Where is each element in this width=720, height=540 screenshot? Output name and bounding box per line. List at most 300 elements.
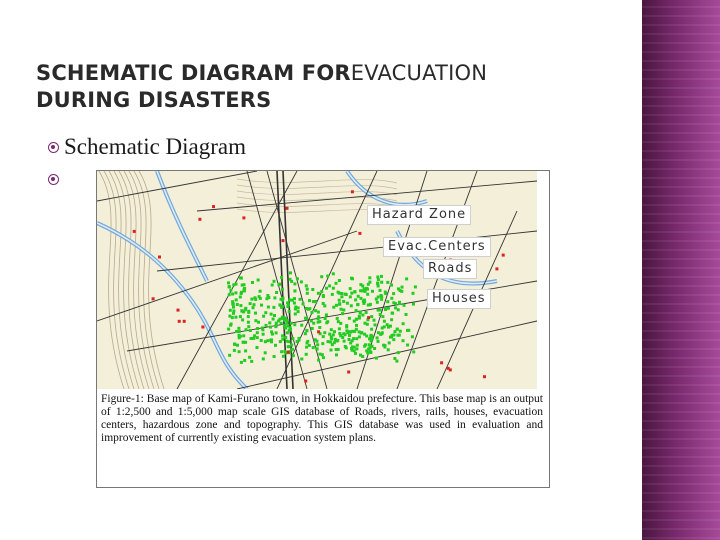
house-marker <box>269 326 272 329</box>
house-marker <box>273 296 276 299</box>
house-marker <box>249 302 252 305</box>
house-marker <box>345 346 348 349</box>
house-marker <box>373 347 376 350</box>
house-marker <box>304 332 307 335</box>
band-stripe <box>642 105 720 107</box>
band-stripe <box>642 186 720 188</box>
band-stripe <box>642 501 720 503</box>
house-marker <box>405 313 408 316</box>
evac-center-marker <box>198 218 201 221</box>
house-marker <box>361 314 364 317</box>
house-marker <box>339 322 342 325</box>
house-marker <box>335 282 338 285</box>
house-marker <box>370 328 373 331</box>
house-marker <box>264 351 267 354</box>
band-stripe <box>642 375 720 377</box>
house-marker <box>336 340 339 343</box>
house-marker <box>402 322 405 325</box>
house-marker <box>346 302 349 305</box>
house-marker <box>266 339 269 342</box>
band-stripe <box>642 492 720 494</box>
house-marker <box>291 337 294 340</box>
house-marker <box>394 330 397 333</box>
house-marker <box>287 303 290 306</box>
house-marker <box>300 358 303 361</box>
house-marker <box>354 352 357 355</box>
evac-center-marker <box>177 309 180 312</box>
house-marker <box>342 332 345 335</box>
band-stripe <box>642 357 720 359</box>
band-stripe <box>642 114 720 116</box>
house-marker <box>272 318 275 321</box>
house-marker <box>349 331 352 334</box>
house-marker <box>355 309 358 312</box>
house-marker <box>294 308 297 311</box>
house-marker <box>361 355 364 358</box>
house-marker <box>293 302 296 305</box>
house-marker <box>235 283 238 286</box>
house-marker <box>393 357 396 360</box>
house-marker <box>340 295 343 298</box>
house-marker <box>248 356 251 359</box>
house-marker <box>330 349 333 352</box>
house-marker <box>356 344 359 347</box>
house-marker <box>233 349 236 352</box>
house-marker <box>270 330 273 333</box>
house-marker <box>335 353 338 356</box>
house-marker <box>237 327 240 330</box>
bullet-text-1: Schematic Diagram <box>64 134 247 159</box>
house-marker <box>254 319 257 322</box>
house-marker <box>406 344 409 347</box>
house-marker <box>304 317 307 320</box>
band-stripe <box>642 132 720 134</box>
band-stripe <box>642 222 720 224</box>
house-marker <box>388 341 391 344</box>
house-marker <box>328 284 331 287</box>
house-marker <box>359 310 362 313</box>
house-marker <box>338 299 341 302</box>
house-marker <box>355 324 358 327</box>
house-marker <box>380 281 383 284</box>
house-marker <box>228 293 231 296</box>
house-marker <box>275 331 278 334</box>
house-marker <box>376 336 379 339</box>
house-marker <box>289 326 292 329</box>
house-marker <box>333 330 336 333</box>
house-marker <box>349 295 352 298</box>
house-marker <box>294 313 297 316</box>
house-marker <box>376 276 379 279</box>
house-marker <box>365 349 368 352</box>
band-stripe <box>642 42 720 44</box>
house-marker <box>321 353 324 356</box>
band-stripe <box>642 528 720 530</box>
house-marker <box>355 337 358 340</box>
house-marker <box>297 310 300 313</box>
house-marker <box>238 350 241 353</box>
house-marker <box>406 329 409 332</box>
band-stripe <box>642 348 720 350</box>
house-marker <box>376 282 379 285</box>
house-marker <box>285 321 288 324</box>
band-stripe <box>642 69 720 71</box>
band-stripe <box>642 294 720 296</box>
house-marker <box>391 312 394 315</box>
house-marker <box>355 347 358 350</box>
evac-center-marker <box>358 232 361 235</box>
house-marker <box>360 297 363 300</box>
house-marker <box>365 311 368 314</box>
house-marker <box>262 357 265 360</box>
house-marker <box>273 280 276 283</box>
band-stripe <box>642 15 720 17</box>
house-marker <box>380 298 383 301</box>
house-marker <box>250 360 253 363</box>
house-marker <box>275 291 278 294</box>
house-marker <box>392 338 395 341</box>
house-marker <box>257 321 260 324</box>
house-marker <box>332 306 335 309</box>
evac-center-marker <box>133 230 136 233</box>
legend-houses: Houses <box>427 289 491 309</box>
band-stripe <box>642 150 720 152</box>
house-marker <box>253 334 256 337</box>
house-marker <box>326 275 329 278</box>
house-marker <box>236 303 239 306</box>
house-marker <box>264 311 267 314</box>
band-stripe <box>642 411 720 413</box>
house-marker <box>239 296 242 299</box>
house-marker <box>305 284 308 287</box>
house-marker <box>250 298 253 301</box>
house-marker <box>364 322 367 325</box>
house-marker <box>317 292 320 295</box>
house-marker <box>308 299 311 302</box>
band-stripe <box>642 177 720 179</box>
house-marker <box>247 315 250 318</box>
house-marker <box>395 360 398 363</box>
house-marker <box>310 319 313 322</box>
house-marker <box>243 283 246 286</box>
house-marker <box>345 329 348 332</box>
house-marker <box>288 299 291 302</box>
house-marker <box>368 343 371 346</box>
house-marker <box>240 291 243 294</box>
band-stripe <box>642 285 720 287</box>
house-marker <box>247 310 250 313</box>
house-marker <box>253 303 256 306</box>
house-marker <box>280 350 283 353</box>
band-stripe <box>642 159 720 161</box>
house-marker <box>318 326 321 329</box>
band-stripe <box>642 51 720 53</box>
house-marker <box>256 327 259 330</box>
house-marker <box>256 346 259 349</box>
house-marker <box>383 346 386 349</box>
house-marker <box>380 332 383 335</box>
house-marker <box>296 277 299 280</box>
house-marker <box>311 288 314 291</box>
house-marker <box>354 298 357 301</box>
house-marker <box>396 334 399 337</box>
house-marker <box>234 291 237 294</box>
house-marker <box>390 335 393 338</box>
house-marker <box>352 337 355 340</box>
house-marker <box>356 303 359 306</box>
house-marker <box>411 335 414 338</box>
house-marker <box>281 305 284 308</box>
house-marker <box>242 334 245 337</box>
house-marker <box>279 340 282 343</box>
house-marker <box>341 336 344 339</box>
house-marker <box>368 337 371 340</box>
house-marker <box>244 307 247 310</box>
house-marker <box>267 306 270 309</box>
house-marker <box>412 292 415 295</box>
band-stripe <box>642 231 720 233</box>
house-marker <box>401 286 404 289</box>
house-marker <box>232 302 235 305</box>
house-marker <box>320 275 323 278</box>
house-marker <box>349 287 352 290</box>
band-stripe <box>642 429 720 431</box>
house-marker <box>375 298 378 301</box>
band-stripe <box>642 6 720 8</box>
house-marker <box>369 303 372 306</box>
house-marker <box>332 272 335 275</box>
house-marker <box>288 310 291 313</box>
house-marker <box>341 312 344 315</box>
evac-center-marker <box>440 361 443 364</box>
house-marker <box>361 289 364 292</box>
figure-caption: Figure-1: Base map of Kami-Furano town, in Hokkaidou prefecture. This base map is an output of 1:2,500 and 1:5,000 map scale GIS database of Roads, rivers, rails, houses, evacuation centers, hazardous zone and topography. This GIS database was used in evaluation and improvement of currently existing evacuation system plans. <box>101 393 543 444</box>
gis-base-map <box>97 171 537 389</box>
band-stripe <box>642 447 720 449</box>
house-marker <box>274 344 277 347</box>
house-marker <box>306 340 309 343</box>
house-marker <box>287 345 290 348</box>
house-marker <box>294 289 297 292</box>
house-marker <box>260 304 263 307</box>
house-marker <box>325 313 328 316</box>
evac-center-marker <box>212 205 215 208</box>
house-marker <box>278 318 281 321</box>
house-marker <box>380 275 383 278</box>
house-marker <box>387 348 390 351</box>
band-stripe <box>642 420 720 422</box>
house-marker <box>252 337 255 340</box>
house-marker <box>234 316 237 319</box>
evac-center-marker <box>178 320 181 323</box>
legend-roads: Roads <box>423 259 477 279</box>
band-stripe <box>642 510 720 512</box>
band-stripe <box>642 267 720 269</box>
house-marker <box>232 306 235 309</box>
house-marker <box>402 339 405 342</box>
house-marker <box>383 325 386 328</box>
house-marker <box>320 290 323 293</box>
legend-evac-centers: Evac.Centers <box>383 237 491 257</box>
house-marker <box>392 292 395 295</box>
house-marker <box>252 306 255 309</box>
house-marker <box>283 324 286 327</box>
house-marker <box>314 338 317 341</box>
band-stripe <box>642 87 720 89</box>
house-marker <box>227 281 230 284</box>
band-stripe <box>642 60 720 62</box>
house-marker <box>390 318 393 321</box>
evac-center-marker <box>152 297 155 300</box>
house-marker <box>384 292 387 295</box>
house-marker <box>305 329 308 332</box>
house-marker <box>292 354 295 357</box>
house-marker <box>370 334 373 337</box>
house-marker <box>290 322 293 325</box>
house-marker <box>266 294 269 297</box>
evac-center-marker <box>183 320 186 323</box>
house-marker <box>331 343 334 346</box>
house-marker <box>289 271 292 274</box>
house-marker <box>273 355 276 358</box>
band-stripe <box>642 96 720 98</box>
house-marker <box>332 287 335 290</box>
house-marker <box>340 292 343 295</box>
house-marker <box>386 281 389 284</box>
house-marker <box>231 293 234 296</box>
house-marker <box>261 328 264 331</box>
house-marker <box>240 310 243 313</box>
house-marker <box>383 320 386 323</box>
house-marker <box>365 335 368 338</box>
house-marker <box>241 318 244 321</box>
slide-title <box>36 60 636 114</box>
band-stripe <box>642 402 720 404</box>
house-marker <box>363 300 366 303</box>
evac-center-marker <box>347 371 350 374</box>
house-marker <box>392 301 395 304</box>
house-marker <box>270 313 273 316</box>
house-marker <box>322 356 325 359</box>
house-marker <box>337 291 340 294</box>
house-marker <box>257 279 260 282</box>
house-marker <box>239 304 242 307</box>
house-marker <box>314 309 317 312</box>
house-marker <box>240 277 243 280</box>
house-marker <box>376 301 379 304</box>
evac-center-marker <box>317 330 320 333</box>
house-marker <box>345 324 348 327</box>
band-stripe <box>642 465 720 467</box>
house-marker <box>412 350 415 353</box>
house-marker <box>374 323 377 326</box>
house-marker <box>262 315 265 318</box>
band-stripe <box>642 474 720 476</box>
house-marker <box>293 323 296 326</box>
evac-center-marker <box>287 351 290 354</box>
house-marker <box>259 290 262 293</box>
house-marker <box>314 300 317 303</box>
house-marker <box>262 333 265 336</box>
house-marker <box>351 277 354 280</box>
legend-hazard-zone: Hazard Zone <box>367 205 471 225</box>
house-marker <box>300 324 303 327</box>
house-marker <box>358 330 361 333</box>
house-marker <box>390 297 393 300</box>
band-stripe <box>642 123 720 125</box>
house-marker <box>384 307 387 310</box>
house-marker <box>321 342 324 345</box>
house-marker <box>315 347 318 350</box>
house-marker <box>245 328 248 331</box>
house-marker <box>239 315 242 318</box>
house-marker <box>322 302 325 305</box>
house-marker <box>338 279 341 282</box>
house-marker <box>367 283 370 286</box>
bullet-circled-dot-icon <box>48 142 59 153</box>
band-stripe <box>642 312 720 314</box>
house-marker <box>231 316 234 319</box>
band-stripe <box>642 339 720 341</box>
evac-center-marker <box>351 190 354 193</box>
house-marker <box>281 288 284 291</box>
house-marker <box>284 336 287 339</box>
house-marker <box>371 337 374 340</box>
evac-center-marker <box>158 256 161 259</box>
house-marker <box>399 330 402 333</box>
house-marker <box>353 330 356 333</box>
house-marker <box>332 333 335 336</box>
decorative-side-band <box>642 0 720 540</box>
band-stripe <box>642 204 720 206</box>
house-marker <box>363 345 366 348</box>
house-marker <box>302 302 305 305</box>
evac-center-marker <box>447 367 450 370</box>
house-marker <box>353 346 356 349</box>
band-stripe <box>642 33 720 35</box>
house-marker <box>228 354 231 357</box>
house-marker <box>331 293 334 296</box>
house-marker <box>325 287 328 290</box>
house-marker <box>311 311 314 314</box>
house-marker <box>247 321 250 324</box>
house-marker <box>249 329 252 332</box>
house-marker <box>342 300 345 303</box>
house-marker <box>338 327 341 330</box>
house-marker <box>397 287 400 290</box>
evac-center-marker <box>242 216 245 219</box>
house-marker <box>330 328 333 331</box>
house-marker <box>233 343 236 346</box>
band-stripe <box>642 393 720 395</box>
house-marker <box>358 317 361 320</box>
house-marker <box>381 315 384 318</box>
house-marker <box>299 298 302 301</box>
band-stripe <box>642 483 720 485</box>
house-marker <box>229 309 232 312</box>
house-marker <box>377 278 380 281</box>
house-marker <box>348 338 351 341</box>
house-marker <box>240 361 243 364</box>
house-marker <box>355 318 358 321</box>
house-marker <box>324 317 327 320</box>
house-marker <box>293 282 296 285</box>
house-marker <box>342 309 345 312</box>
house-marker <box>368 276 371 279</box>
band-stripe <box>642 213 720 215</box>
house-marker <box>312 346 315 349</box>
house-marker <box>235 298 238 301</box>
